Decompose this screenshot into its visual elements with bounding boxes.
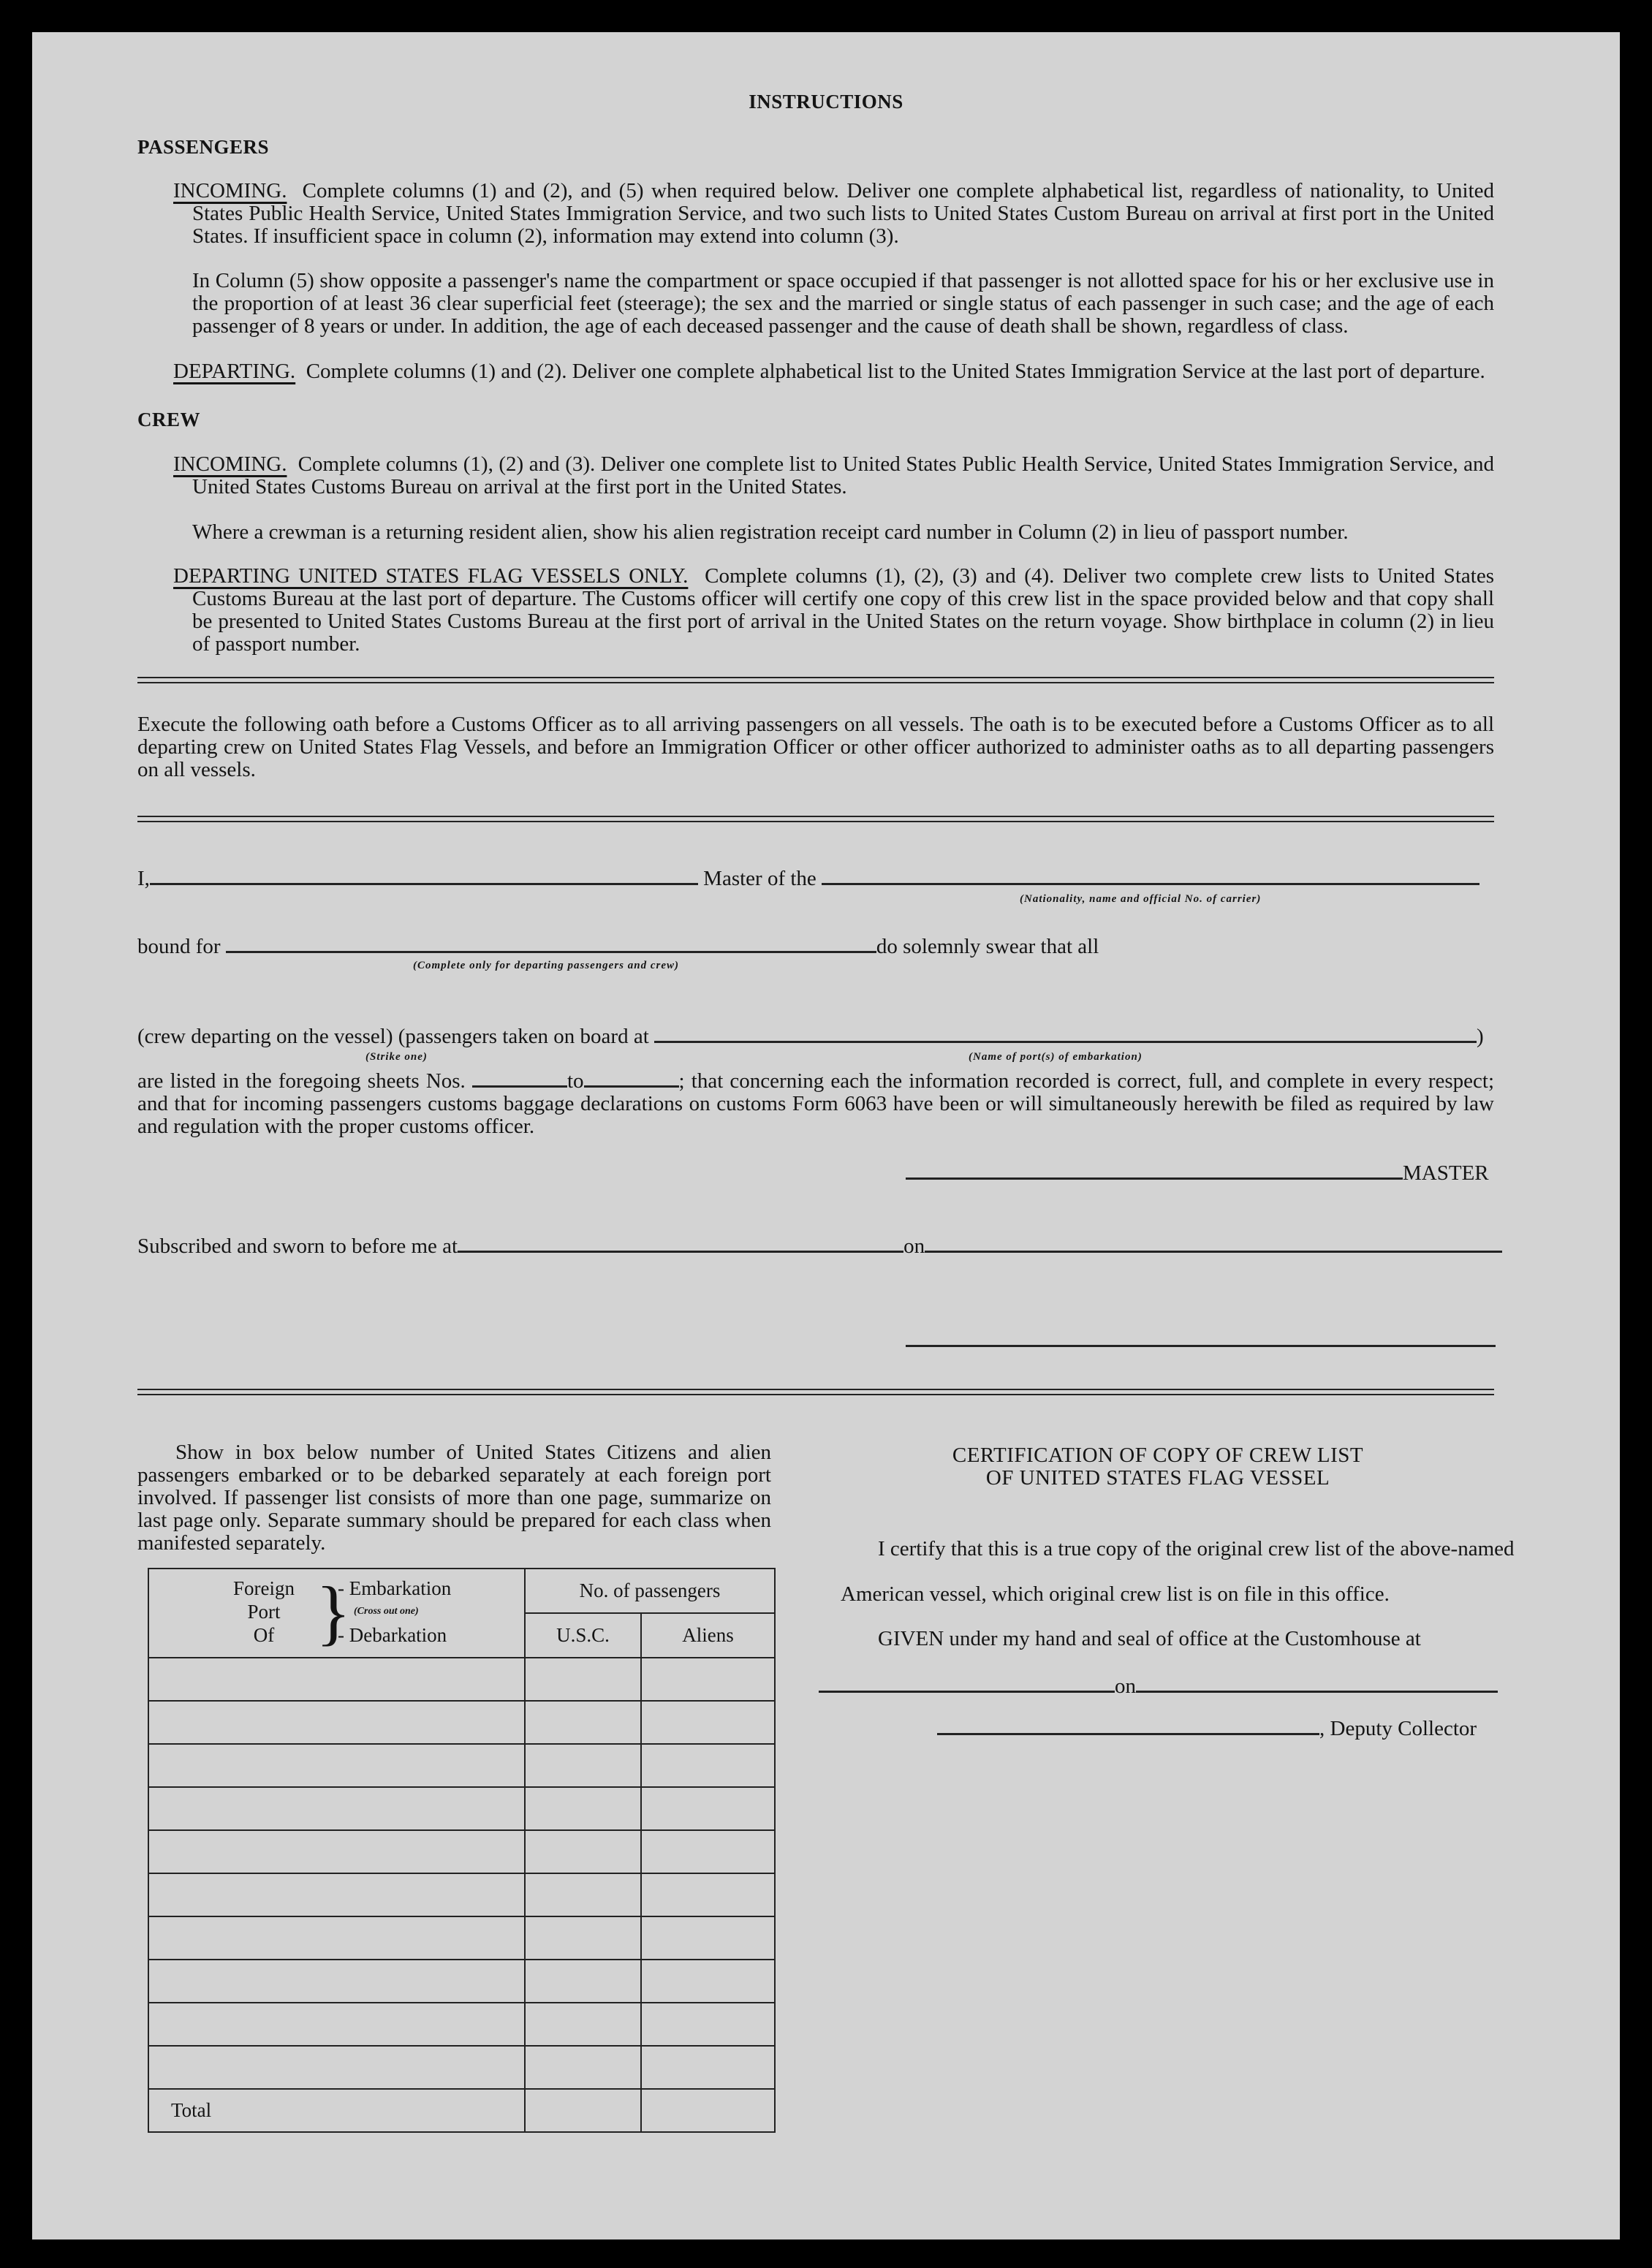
certification-title bbox=[819, 1444, 1497, 1490]
table-row bbox=[148, 2003, 775, 2046]
foreign-port-header bbox=[148, 1569, 525, 1658]
table-row bbox=[148, 1744, 775, 1787]
port-cell[interactable] bbox=[148, 1873, 525, 1916]
double-rule bbox=[137, 677, 1494, 683]
table-row bbox=[148, 1701, 775, 1744]
foreign-label: Foreign bbox=[233, 1577, 295, 1599]
aliens-cell[interactable] bbox=[641, 1701, 775, 1744]
bound-hint: (Complete only for departing passengers and crew) bbox=[413, 960, 679, 971]
deputy-signature-field[interactable] bbox=[937, 1733, 1319, 1735]
close-paren: ) bbox=[1477, 1025, 1484, 1048]
passengers-incoming-instructions bbox=[173, 180, 1494, 248]
master-of-label: Master of the bbox=[703, 867, 816, 890]
aliens-cell[interactable] bbox=[641, 1830, 775, 1873]
sworn-date-field[interactable] bbox=[925, 1251, 1502, 1253]
oath-master-line bbox=[137, 868, 1494, 890]
double-rule bbox=[137, 816, 1494, 822]
certify-line: I certify that this is a true copy of the original crew list of the above-named bbox=[878, 1537, 1515, 1560]
usc-cell[interactable] bbox=[525, 2046, 641, 2089]
port-cell[interactable] bbox=[148, 1960, 525, 2003]
incoming-label: INCOMING. bbox=[173, 179, 287, 202]
customhouse-date-line bbox=[819, 1675, 1498, 1698]
sheet-from-field[interactable] bbox=[472, 1085, 567, 1088]
listed-label: are listed in the foregoing sheets Nos. bbox=[137, 1069, 466, 1093]
port-label: Port bbox=[247, 1601, 281, 1623]
carrier-field[interactable] bbox=[822, 883, 1479, 885]
table-row bbox=[148, 1830, 775, 1873]
aliens-header: Aliens bbox=[641, 1613, 775, 1658]
table-row bbox=[148, 1916, 775, 1960]
crewman-instructions: Where a crewman is a returning resident alien, show his alien registration receipt card number in Column (2) in lieu of passport number. bbox=[192, 520, 1349, 544]
subscribed-label: Subscribed and sworn to before me at bbox=[137, 1234, 458, 1258]
column5-instructions: In Column (5) show opposite a passenger's name the compartment or space occupied if that passenger is not allotted space for his or her exclusive use in the proportion of at least 36 clear superficial feet (steerage); the sex and the married or single status of each passenger in such case; and the age of each passenger of 8 years or under. In addition, the age of each deceased passenger and the cause of death shall be shown, regardless of class. bbox=[192, 269, 1494, 338]
departing-text: Complete columns (1) and (2). Deliver one complete alphabetical list to the United States Immigration Service at the last port of departure. bbox=[306, 360, 1485, 383]
embarkation-port-field[interactable] bbox=[654, 1041, 1477, 1043]
passengers-departing-instructions bbox=[173, 360, 1494, 383]
port-cell[interactable] bbox=[148, 1916, 525, 1960]
passengers-heading: PASSENGERS bbox=[137, 136, 270, 158]
table-row bbox=[148, 1658, 775, 1701]
certification-date-field[interactable] bbox=[1136, 1691, 1498, 1693]
master-signature-field[interactable] bbox=[906, 1177, 1403, 1180]
crew-heading: CREW bbox=[137, 409, 201, 431]
table-row bbox=[148, 1873, 775, 1916]
crew-departing-instructions bbox=[173, 565, 1494, 656]
port-cell[interactable] bbox=[148, 1744, 525, 1787]
port-hint: (Name of port(s) of embarkation) bbox=[969, 1051, 1143, 1063]
aliens-cell[interactable] bbox=[641, 1744, 775, 1787]
port-cell[interactable] bbox=[148, 1787, 525, 1830]
usc-cell[interactable] bbox=[525, 1701, 641, 1744]
total-label: Total bbox=[148, 2089, 525, 2132]
table-row bbox=[148, 1787, 775, 1830]
crew-incoming-text: Complete columns (1), (2) and (3). Deliver one complete list to United States Public Health Service, United States Immigration Service, and United States Customs Bureau on arrival at the first port in the United States. bbox=[192, 452, 1495, 498]
oath-embarkation-line bbox=[137, 1025, 1484, 1048]
table-row bbox=[148, 2046, 775, 2089]
officer-signature-field[interactable] bbox=[906, 1345, 1496, 1347]
port-cell[interactable] bbox=[148, 1658, 525, 1701]
aliens-cell[interactable] bbox=[641, 2046, 775, 2089]
certification-title-1: CERTIFICATION OF COPY OF CREW LIST bbox=[952, 1444, 1364, 1467]
master-label: MASTER bbox=[1403, 1161, 1489, 1185]
i-label: I, bbox=[137, 867, 150, 890]
incoming-text: Complete columns (1) and (2), and (5) when required below. Deliver one complete alphabetical list, regardless of nationality, to United States Public Health Service, United States Immigration Service, and two such lists to United States Custom Bureau on arrival at first port in the United States. If insufficient space in column (2), information may extend into column (3). bbox=[192, 179, 1495, 248]
usc-cell[interactable] bbox=[525, 1960, 641, 2003]
subscribed-line bbox=[137, 1235, 1502, 1258]
port-cell[interactable] bbox=[148, 2046, 525, 2089]
deputy-label: , Deputy Collector bbox=[1319, 1717, 1477, 1740]
usc-cell[interactable] bbox=[525, 1658, 641, 1701]
to-label: to bbox=[567, 1069, 584, 1093]
aliens-cell[interactable] bbox=[641, 1658, 775, 1701]
aliens-cell[interactable] bbox=[641, 1960, 775, 2003]
usc-cell[interactable] bbox=[525, 1787, 641, 1830]
crew-departing-label: (crew departing on the vessel) (passengers taken on board at bbox=[137, 1025, 649, 1048]
no-passengers-header: No. of passengers bbox=[525, 1569, 775, 1613]
port-cell[interactable] bbox=[148, 1830, 525, 1873]
carrier-hint: (Nationality, name and official No. of carrier) bbox=[1020, 893, 1262, 905]
total-row bbox=[148, 2089, 775, 2132]
usc-cell[interactable] bbox=[525, 1873, 641, 1916]
aliens-cell[interactable] bbox=[641, 1873, 775, 1916]
usc-cell[interactable] bbox=[525, 1744, 641, 1787]
aliens-cell[interactable] bbox=[641, 1916, 775, 1960]
sworn-place-field[interactable] bbox=[458, 1251, 903, 1253]
on-label: on bbox=[1115, 1675, 1136, 1698]
table-row bbox=[148, 1960, 775, 2003]
port-cell[interactable] bbox=[148, 1701, 525, 1744]
cross-out-hint: (Cross out one) bbox=[354, 1606, 419, 1617]
passenger-summary-table bbox=[148, 1568, 776, 2133]
aliens-cell[interactable] bbox=[641, 1787, 775, 1830]
given-line: GIVEN under my hand and seal of office at the Customhouse at bbox=[878, 1627, 1421, 1650]
crew-incoming-label: INCOMING. bbox=[173, 452, 287, 476]
crew-departing-label: DEPARTING UNITED STATES FLAG VESSELS ONLY. bbox=[173, 564, 689, 588]
strike-hint: (Strike one) bbox=[365, 1051, 428, 1063]
summary-intro: Show in box below number of United States Citizens and alien passengers embarked or to be debarked separately at each foreign port involved. If passenger list consists of more than one page, summarize on last page only. Separate summary should be prepared for each class when manifested separately. bbox=[137, 1441, 771, 1555]
crew-incoming-instructions bbox=[173, 453, 1494, 498]
usc-cell[interactable] bbox=[525, 1830, 641, 1873]
oath-listed-paragraph bbox=[137, 1070, 1494, 1138]
port-cell[interactable] bbox=[148, 2003, 525, 2046]
double-rule bbox=[137, 1389, 1494, 1395]
bound-for-field[interactable] bbox=[226, 951, 876, 953]
embarkation-option: - Embarkation bbox=[338, 1577, 452, 1599]
master-name-field[interactable] bbox=[150, 883, 698, 885]
of-label: Of bbox=[253, 1624, 275, 1646]
master-signature-line bbox=[906, 1162, 1489, 1185]
listed-text: ; that concerning each the information recorded is correct, full, and complete in every respect; and that for incoming passengers customs baggage declarations on customs Form 6063 have been or will simultaneously herewith be filed as required by law and regulation with the proper customs officer. bbox=[137, 1069, 1495, 1138]
customhouse-field[interactable] bbox=[819, 1691, 1115, 1693]
crew-departing-text: Complete columns (1), (2), (3) and (4). Deliver two complete crew lists to United States Customs Bureau at the last port of departure. The Customs officer will certify one copy of this crew list in the space provided below and that copy shall be presented to United States Customs Bureau at the first port of arrival in the United States on the return voyage. Show birthplace in column (2) in lieu of passport number. bbox=[192, 564, 1494, 656]
sheet-to-field[interactable] bbox=[584, 1085, 679, 1088]
certification-title-2: OF UNITED STATES FLAG VESSEL bbox=[985, 1466, 1330, 1490]
swear-label: do solemnly swear that all bbox=[876, 935, 1099, 958]
oath-intro: Execute the following oath before a Customs Officer as to all arriving passengers on all vessels. The oath is to be executed before a Customs Officer as to all departing crew on United States Flag Vessels, and before an Immigration Officer or other officer authorized to administer oaths as to all departing passengers on all vessels. bbox=[137, 713, 1494, 781]
on-label: on bbox=[903, 1234, 925, 1258]
brace-icon: } bbox=[316, 1571, 351, 1653]
debarkation-option: - Debarkation bbox=[338, 1624, 447, 1646]
usc-header: U.S.C. bbox=[525, 1613, 641, 1658]
bound-for-label: bound for bbox=[137, 935, 221, 958]
usc-cell[interactable] bbox=[525, 2003, 641, 2046]
instructions-title: INSTRUCTIONS bbox=[749, 91, 903, 113]
aliens-cell[interactable] bbox=[641, 2003, 775, 2046]
deputy-collector-line bbox=[937, 1718, 1477, 1740]
total-usc-cell[interactable] bbox=[525, 2089, 641, 2132]
usc-cell[interactable] bbox=[525, 1916, 641, 1960]
total-aliens-cell[interactable] bbox=[641, 2089, 775, 2132]
departing-label: DEPARTING. bbox=[173, 360, 296, 383]
american-vessel-line: American vessel, which original crew list is on file in this office. bbox=[841, 1582, 1390, 1606]
oath-bound-line bbox=[137, 936, 1099, 958]
